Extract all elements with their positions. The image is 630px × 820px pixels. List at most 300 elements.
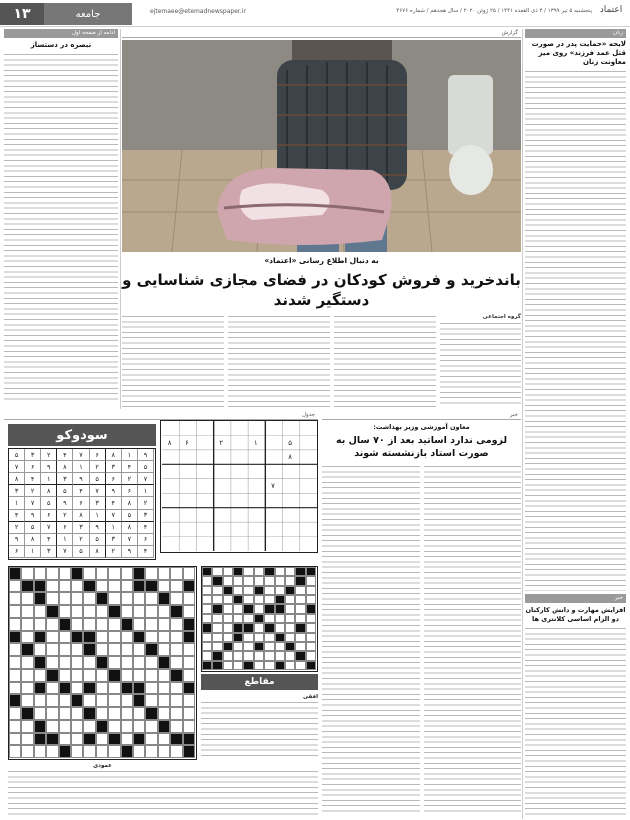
- crossword-cell[interactable]: [9, 656, 21, 669]
- crossword-cell[interactable]: [83, 592, 95, 605]
- crossword-small-cell[interactable]: [233, 642, 243, 651]
- crossword-cell[interactable]: [183, 618, 195, 631]
- crossword-small-cell[interactable]: [243, 661, 253, 670]
- crossword-cell[interactable]: [158, 580, 170, 593]
- crossword-small-cell[interactable]: [306, 595, 316, 604]
- crossword-cell[interactable]: [83, 733, 95, 746]
- crossword-small-cell[interactable]: [295, 595, 305, 604]
- crossword-cell[interactable]: [34, 733, 46, 746]
- crossword-cell[interactable]: [46, 643, 58, 656]
- crossword-small-cell[interactable]: [275, 642, 285, 651]
- crossword-cell[interactable]: [96, 643, 108, 656]
- crossword-small-cell[interactable]: [243, 604, 253, 613]
- crossword-cell[interactable]: [158, 656, 170, 669]
- crossword-cell[interactable]: [9, 669, 21, 682]
- crossword-cell[interactable]: [9, 567, 21, 580]
- crossword-cell[interactable]: [170, 707, 182, 720]
- crossword-small-cell[interactable]: [295, 567, 305, 576]
- crossword-cell[interactable]: [183, 733, 195, 746]
- crossword-cell[interactable]: [83, 567, 95, 580]
- crossword-small-cell[interactable]: [223, 604, 233, 613]
- crossword-small-cell[interactable]: [243, 595, 253, 604]
- crossword-cell[interactable]: [71, 567, 83, 580]
- crossword-cell[interactable]: [71, 720, 83, 733]
- crossword-small-cell[interactable]: [285, 576, 295, 585]
- crossword-cell[interactable]: [83, 656, 95, 669]
- crossword-small-cell[interactable]: [295, 576, 305, 585]
- crossword-small-cell[interactable]: [264, 642, 274, 651]
- crossword-cell[interactable]: [133, 618, 145, 631]
- crossword-cell[interactable]: [46, 682, 58, 695]
- crossword-cell[interactable]: [108, 631, 120, 644]
- crossword-cell[interactable]: [158, 682, 170, 695]
- crossword-small-cell[interactable]: [285, 586, 295, 595]
- crossword-cell[interactable]: [96, 707, 108, 720]
- crossword-cell[interactable]: [121, 669, 133, 682]
- crossword-cell[interactable]: [108, 720, 120, 733]
- crossword-small-cell[interactable]: [212, 614, 222, 623]
- crossword-small-cell[interactable]: [275, 576, 285, 585]
- crossword-cell[interactable]: [46, 592, 58, 605]
- crossword-cell[interactable]: [121, 605, 133, 618]
- crossword-cell[interactable]: [108, 605, 120, 618]
- crossword-small-cell[interactable]: [264, 623, 274, 632]
- crossword-small-cell[interactable]: [275, 614, 285, 623]
- crossword-cell[interactable]: [96, 694, 108, 707]
- crossword-cell[interactable]: [9, 580, 21, 593]
- crossword-cell[interactable]: [158, 618, 170, 631]
- crossword-cell[interactable]: [71, 580, 83, 593]
- crossword-small-cell[interactable]: [306, 633, 316, 642]
- crossword-cell[interactable]: [21, 745, 33, 758]
- crossword-cell[interactable]: [158, 567, 170, 580]
- crossword-cell[interactable]: [96, 745, 108, 758]
- crossword-cell[interactable]: [183, 682, 195, 695]
- crossword-cell[interactable]: [108, 707, 120, 720]
- crossword-cell[interactable]: [158, 694, 170, 707]
- crossword-cell[interactable]: [158, 669, 170, 682]
- crossword-small-cell[interactable]: [202, 623, 212, 632]
- crossword-small-cell[interactable]: [243, 576, 253, 585]
- crossword-cell[interactable]: [133, 707, 145, 720]
- crossword-cell[interactable]: [145, 580, 157, 593]
- crossword-cell[interactable]: [9, 720, 21, 733]
- crossword-cell[interactable]: [170, 605, 182, 618]
- crossword-cell[interactable]: [133, 580, 145, 593]
- crossword-cell[interactable]: [96, 580, 108, 593]
- crossword-cell[interactable]: [59, 643, 71, 656]
- crossword-small-cell[interactable]: [306, 614, 316, 623]
- crossword-small-cell[interactable]: [233, 567, 243, 576]
- crossword-cell[interactable]: [71, 707, 83, 720]
- crossword-cell[interactable]: [170, 643, 182, 656]
- crossword-cell[interactable]: [170, 669, 182, 682]
- crossword-cell[interactable]: [59, 605, 71, 618]
- section-email[interactable]: ejtemaee@etemadnewspaper.ir: [150, 8, 246, 15]
- crossword-small-cell[interactable]: [202, 586, 212, 595]
- crossword-cell[interactable]: [183, 720, 195, 733]
- crossword-cell[interactable]: [59, 592, 71, 605]
- crossword-cell[interactable]: [9, 694, 21, 707]
- crossword-cell[interactable]: [170, 745, 182, 758]
- crossword-small-cell[interactable]: [212, 595, 222, 604]
- crossword-small-cell[interactable]: [275, 595, 285, 604]
- crossword-cell[interactable]: [34, 720, 46, 733]
- crossword-cell[interactable]: [158, 745, 170, 758]
- crossword-cell[interactable]: [71, 631, 83, 644]
- crossword-small-cell[interactable]: [233, 623, 243, 632]
- crossword-small-cell[interactable]: [223, 642, 233, 651]
- crossword-cell[interactable]: [145, 707, 157, 720]
- crossword-cell[interactable]: [71, 618, 83, 631]
- crossword-cell[interactable]: [34, 618, 46, 631]
- crossword-cell[interactable]: [133, 656, 145, 669]
- crossword-cell[interactable]: [183, 580, 195, 593]
- crossword-small-cell[interactable]: [306, 651, 316, 660]
- crossword-small-cell[interactable]: [243, 586, 253, 595]
- crossword-cell[interactable]: [108, 682, 120, 695]
- crossword-cell[interactable]: [46, 580, 58, 593]
- crossword-small-cell[interactable]: [264, 633, 274, 642]
- crossword-cell[interactable]: [9, 631, 21, 644]
- crossword-small-cell[interactable]: [295, 604, 305, 613]
- crossword-small-cell[interactable]: [212, 586, 222, 595]
- crossword-cell[interactable]: [145, 643, 157, 656]
- crossword-cell[interactable]: [170, 631, 182, 644]
- crossword-cell[interactable]: [133, 605, 145, 618]
- crossword-cell[interactable]: [9, 707, 21, 720]
- crossword-cell[interactable]: [170, 580, 182, 593]
- crossword-cell[interactable]: [83, 618, 95, 631]
- crossword-cell[interactable]: [170, 656, 182, 669]
- crossword-cell[interactable]: [133, 682, 145, 695]
- crossword-cell[interactable]: [96, 720, 108, 733]
- crossword-small-cell[interactable]: [212, 576, 222, 585]
- crossword-cell[interactable]: [183, 694, 195, 707]
- crossword-cell[interactable]: [34, 707, 46, 720]
- crossword-cell[interactable]: [59, 720, 71, 733]
- crossword-cell[interactable]: [133, 733, 145, 746]
- crossword-small-cell[interactable]: [212, 633, 222, 642]
- crossword-small-cell[interactable]: [223, 586, 233, 595]
- crossword-cell[interactable]: [121, 631, 133, 644]
- crossword-cell[interactable]: [133, 694, 145, 707]
- crossword-cell[interactable]: [96, 567, 108, 580]
- crossword-small-cell[interactable]: [254, 614, 264, 623]
- crossword-cell[interactable]: [170, 694, 182, 707]
- crossword-cell[interactable]: [59, 733, 71, 746]
- crossword-small-cell[interactable]: [254, 576, 264, 585]
- crossword-cell[interactable]: [46, 745, 58, 758]
- crossword-cell[interactable]: [21, 618, 33, 631]
- crossword-cell[interactable]: [133, 567, 145, 580]
- crossword-cell[interactable]: [59, 580, 71, 593]
- crossword-cell[interactable]: [145, 567, 157, 580]
- crossword-small-cell[interactable]: [285, 604, 295, 613]
- crossword-cell[interactable]: [121, 656, 133, 669]
- crossword-cell[interactable]: [145, 656, 157, 669]
- crossword-small-cell[interactable]: [243, 642, 253, 651]
- crossword-small-cell[interactable]: [264, 661, 274, 670]
- crossword-cell[interactable]: [34, 745, 46, 758]
- crossword-small-cell[interactable]: [275, 586, 285, 595]
- crossword-cell[interactable]: [96, 682, 108, 695]
- crossword-small-cell[interactable]: [275, 567, 285, 576]
- crossword-small-cell[interactable]: [233, 651, 243, 660]
- crossword-small-cell[interactable]: [264, 576, 274, 585]
- crossword-cell[interactable]: [9, 618, 21, 631]
- crossword-cell[interactable]: [133, 745, 145, 758]
- crossword-small-cell[interactable]: [254, 567, 264, 576]
- crossword-small-cell[interactable]: [254, 633, 264, 642]
- crossword-cell[interactable]: [46, 694, 58, 707]
- crossword-cell[interactable]: [83, 605, 95, 618]
- crossword-cell[interactable]: [71, 656, 83, 669]
- crossword-cell[interactable]: [108, 733, 120, 746]
- crossword-cell[interactable]: [96, 656, 108, 669]
- crossword-small-cell[interactable]: [295, 651, 305, 660]
- crossword-cell[interactable]: [9, 733, 21, 746]
- crossword-small-cell[interactable]: [254, 642, 264, 651]
- crossword-small-cell[interactable]: [202, 576, 212, 585]
- crossword-cell[interactable]: [46, 733, 58, 746]
- crossword-cell[interactable]: [83, 631, 95, 644]
- crossword-small-cell[interactable]: [233, 614, 243, 623]
- crossword-cell[interactable]: [158, 643, 170, 656]
- crossword-small-cell[interactable]: [212, 642, 222, 651]
- crossword-cell[interactable]: [108, 656, 120, 669]
- crossword-small-cell[interactable]: [202, 567, 212, 576]
- crossword-small-cell[interactable]: [223, 633, 233, 642]
- crossword-cell[interactable]: [108, 618, 120, 631]
- crossword-cell[interactable]: [9, 682, 21, 695]
- crossword-cell[interactable]: [71, 745, 83, 758]
- crossword-cell[interactable]: [133, 643, 145, 656]
- crossword-small-cell[interactable]: [254, 586, 264, 595]
- crossword-cell[interactable]: [46, 707, 58, 720]
- crossword-cell[interactable]: [71, 733, 83, 746]
- crossword-cell[interactable]: [21, 694, 33, 707]
- crossword-small-cell[interactable]: [212, 661, 222, 670]
- crossword-cell[interactable]: [83, 669, 95, 682]
- crossword-small-cell[interactable]: [233, 576, 243, 585]
- crossword-cell[interactable]: [46, 669, 58, 682]
- crossword-cell[interactable]: [71, 592, 83, 605]
- crossword-cell[interactable]: [96, 669, 108, 682]
- crossword-small-cell[interactable]: [306, 576, 316, 585]
- crossword-small-cell[interactable]: [295, 661, 305, 670]
- crossword-cell[interactable]: [34, 567, 46, 580]
- crossword-small-cell[interactable]: [212, 623, 222, 632]
- crossword-small-cell[interactable]: [264, 586, 274, 595]
- crossword-cell[interactable]: [21, 656, 33, 669]
- crossword-cell[interactable]: [121, 733, 133, 746]
- crossword-cell[interactable]: [71, 694, 83, 707]
- crossword-cell[interactable]: [59, 682, 71, 695]
- crossword-cell[interactable]: [133, 669, 145, 682]
- crossword-cell[interactable]: [133, 592, 145, 605]
- crossword-cell[interactable]: [158, 707, 170, 720]
- sudoku-grid-empty[interactable]: [160, 420, 318, 553]
- crossword-small-cell[interactable]: [285, 614, 295, 623]
- crossword-small-cell[interactable]: [202, 604, 212, 613]
- crossword-cell[interactable]: [108, 580, 120, 593]
- crossword-cell[interactable]: [46, 618, 58, 631]
- crossword-cell[interactable]: [9, 592, 21, 605]
- crossword-cell[interactable]: [170, 733, 182, 746]
- crossword-small-cell[interactable]: [295, 614, 305, 623]
- crossword-small-cell[interactable]: [275, 651, 285, 660]
- crossword-cell[interactable]: [145, 720, 157, 733]
- crossword-small-cell[interactable]: [295, 623, 305, 632]
- crossword-cell[interactable]: [121, 745, 133, 758]
- crossword-cell[interactable]: [183, 592, 195, 605]
- crossword-small-cell[interactable]: [243, 651, 253, 660]
- crossword-cell[interactable]: [59, 694, 71, 707]
- crossword-cell[interactable]: [121, 643, 133, 656]
- crossword-cell[interactable]: [170, 720, 182, 733]
- crossword-cell[interactable]: [34, 580, 46, 593]
- crossword-cell[interactable]: [21, 580, 33, 593]
- crossword-cell[interactable]: [108, 694, 120, 707]
- crossword-cell[interactable]: [183, 631, 195, 644]
- crossword-cell[interactable]: [145, 745, 157, 758]
- crossword-cell[interactable]: [108, 592, 120, 605]
- crossword-cell[interactable]: [21, 720, 33, 733]
- crossword-small-cell[interactable]: [275, 604, 285, 613]
- crossword-cell[interactable]: [21, 567, 33, 580]
- crossword-cell[interactable]: [34, 694, 46, 707]
- crossword-cell[interactable]: [34, 682, 46, 695]
- crossword-small-cell[interactable]: [254, 661, 264, 670]
- crossword-small-cell[interactable]: [202, 595, 212, 604]
- crossword-cell[interactable]: [59, 618, 71, 631]
- crossword-cell[interactable]: [145, 592, 157, 605]
- crossword-cell[interactable]: [46, 631, 58, 644]
- crossword-small-cell[interactable]: [243, 614, 253, 623]
- crossword-cell[interactable]: [170, 567, 182, 580]
- crossword-cell[interactable]: [145, 669, 157, 682]
- crossword-grid[interactable]: [8, 566, 197, 760]
- crossword-small-cell[interactable]: [254, 595, 264, 604]
- crossword-cell[interactable]: [83, 643, 95, 656]
- crossword-cell[interactable]: [46, 567, 58, 580]
- crossword-small-cell[interactable]: [285, 633, 295, 642]
- crossword-cell[interactable]: [59, 669, 71, 682]
- crossword-small-cell[interactable]: [306, 661, 316, 670]
- crossword-cell[interactable]: [145, 682, 157, 695]
- crossword-cell[interactable]: [121, 567, 133, 580]
- crossword-cell[interactable]: [21, 605, 33, 618]
- crossword-small-cell[interactable]: [264, 595, 274, 604]
- crossword-small-cell[interactable]: [306, 642, 316, 651]
- crossword-cell[interactable]: [108, 567, 120, 580]
- crossword-cell[interactable]: [183, 656, 195, 669]
- crossword-cell[interactable]: [121, 694, 133, 707]
- crossword-small-cell[interactable]: [306, 567, 316, 576]
- crossword-cell[interactable]: [145, 631, 157, 644]
- crossword-cell[interactable]: [133, 631, 145, 644]
- crossword-small-cell[interactable]: [285, 623, 295, 632]
- crossword-small-cell[interactable]: [223, 623, 233, 632]
- crossword-cell[interactable]: [21, 669, 33, 682]
- crossword-small-cell[interactable]: [223, 661, 233, 670]
- crossword-cell[interactable]: [46, 656, 58, 669]
- crossword-cell[interactable]: [170, 682, 182, 695]
- crossword-small-cell[interactable]: [233, 604, 243, 613]
- crossword-cell[interactable]: [108, 643, 120, 656]
- crossword-small-cell[interactable]: [295, 586, 305, 595]
- crossword-small-cell[interactable]: [254, 604, 264, 613]
- crossword-cell[interactable]: [83, 707, 95, 720]
- crossword-cell[interactable]: [9, 605, 21, 618]
- crossword-small-cell[interactable]: [212, 651, 222, 660]
- crossword-small-cell[interactable]: [275, 633, 285, 642]
- crossword-cell[interactable]: [34, 669, 46, 682]
- crossword-cell[interactable]: [21, 643, 33, 656]
- crossword-cell[interactable]: [183, 707, 195, 720]
- crossword-cell[interactable]: [158, 733, 170, 746]
- crossword-cell[interactable]: [183, 605, 195, 618]
- crossword-small-cell[interactable]: [223, 651, 233, 660]
- crossword-cell[interactable]: [34, 605, 46, 618]
- crossword-small-cell[interactable]: [285, 661, 295, 670]
- crossword-small-cell[interactable]: [306, 604, 316, 613]
- crossword-cell[interactable]: [108, 745, 120, 758]
- crossword-cell[interactable]: [170, 618, 182, 631]
- crossword-small-cell[interactable]: [264, 614, 274, 623]
- crossword-small-cell[interactable]: [264, 567, 274, 576]
- crossword-cell[interactable]: [145, 694, 157, 707]
- crossword-cell[interactable]: [96, 733, 108, 746]
- crossword-cell[interactable]: [121, 707, 133, 720]
- crossword-cell[interactable]: [71, 605, 83, 618]
- crossword-small-cell[interactable]: [264, 604, 274, 613]
- crossword-cell[interactable]: [83, 745, 95, 758]
- crossword-small-cell[interactable]: [202, 614, 212, 623]
- crossword-cell[interactable]: [34, 643, 46, 656]
- crossword-cell[interactable]: [183, 669, 195, 682]
- crossword-small-cell[interactable]: [254, 623, 264, 632]
- crossword-small-cell[interactable]: [285, 642, 295, 651]
- crossword-small-cell[interactable]: [295, 642, 305, 651]
- crossword-cell[interactable]: [83, 580, 95, 593]
- crossword-cell[interactable]: [96, 592, 108, 605]
- crossword-cell[interactable]: [21, 707, 33, 720]
- crossword-cell[interactable]: [83, 694, 95, 707]
- crossword-small-cell[interactable]: [243, 567, 253, 576]
- crossword-small-cell[interactable]: [285, 567, 295, 576]
- crossword-cell[interactable]: [121, 618, 133, 631]
- crossword-cell[interactable]: [108, 669, 120, 682]
- crossword-small-cell[interactable]: [202, 642, 212, 651]
- crossword-small-grid[interactable]: [201, 566, 318, 672]
- crossword-cell[interactable]: [121, 592, 133, 605]
- crossword-small-cell[interactable]: [233, 661, 243, 670]
- crossword-small-cell[interactable]: [243, 623, 253, 632]
- crossword-cell[interactable]: [71, 682, 83, 695]
- crossword-small-cell[interactable]: [223, 576, 233, 585]
- crossword-cell[interactable]: [158, 631, 170, 644]
- crossword-cell[interactable]: [83, 720, 95, 733]
- crossword-cell[interactable]: [59, 656, 71, 669]
- crossword-cell[interactable]: [34, 656, 46, 669]
- crossword-small-cell[interactable]: [295, 633, 305, 642]
- crossword-cell[interactable]: [145, 618, 157, 631]
- crossword-small-cell[interactable]: [264, 651, 274, 660]
- crossword-cell[interactable]: [59, 567, 71, 580]
- crossword-cell[interactable]: [96, 605, 108, 618]
